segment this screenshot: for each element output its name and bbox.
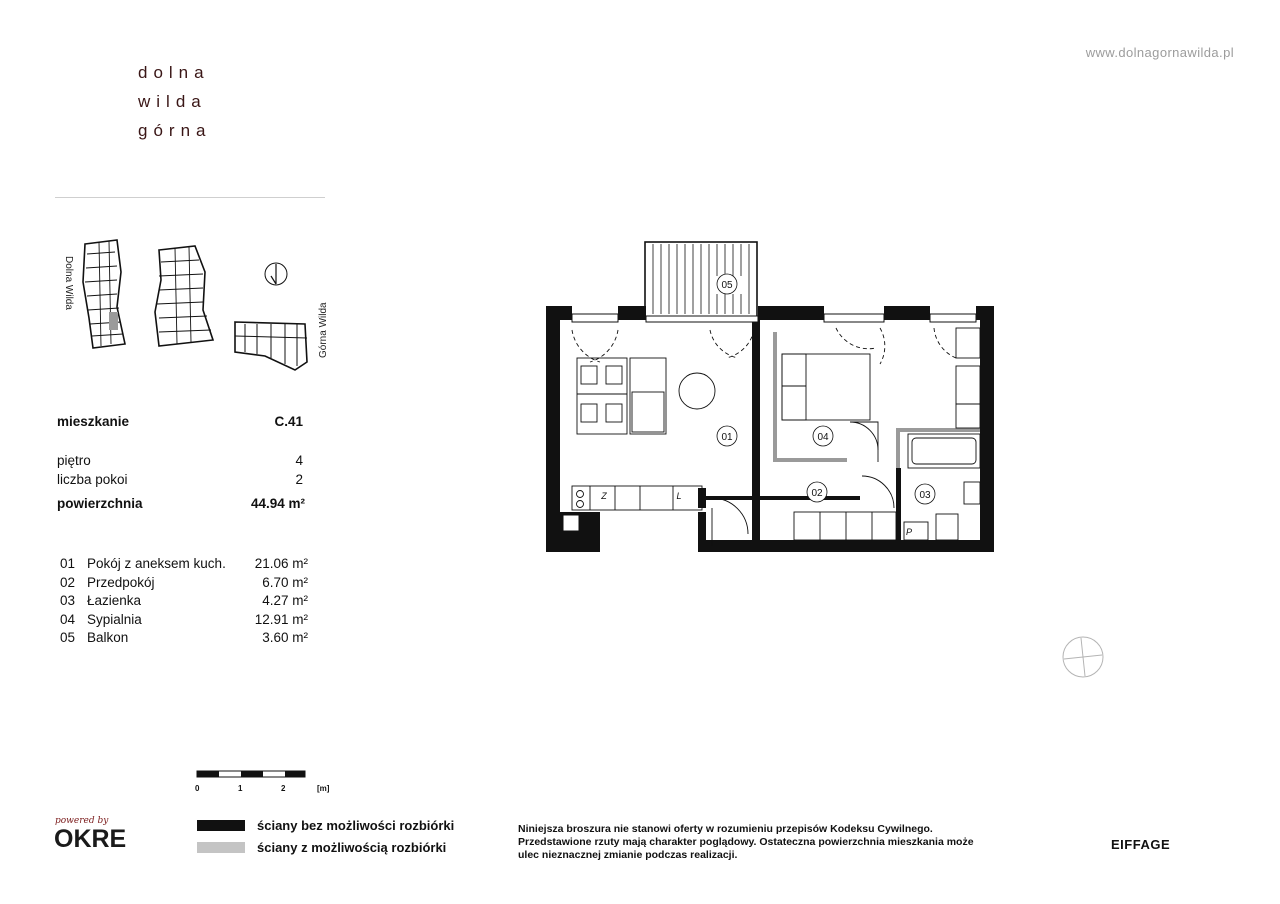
room-number: 04 [60,611,76,627]
site-plan [55,232,345,372]
washer-label: L [676,491,682,501]
room-number: 02 [60,574,76,590]
disclaimer-line-2: Przedstawione rzuty mają charakter poglądowy. Ostateczna powierzchnia mieszkania może [518,836,974,848]
scale-unit: [m] [317,784,330,793]
unit-value: C.41 [274,414,303,429]
powered-by-text: powered by [55,816,109,826]
rooms-label: liczba pokoi [57,472,128,487]
floor-label: piętro [57,453,91,468]
p-label: P [905,527,913,537]
plan-label-02: 02 [811,488,823,499]
scale-tick-2: 2 [281,784,286,793]
rooms-value: 2 [295,472,303,487]
room-area: 4.27 m² [262,593,308,608]
header-divider [55,197,325,198]
disclaimer-line-3: ulec nieznacznej zmianie podczas realizacji. [518,849,738,861]
room-row [60,575,310,594]
room-row [60,556,310,575]
rooms-table [60,556,310,649]
disclaimer-line-1: Niniejsza broszura nie stanowi oferty w rozumieniu przepisów Kodeksu Cywilnego. [518,823,933,835]
room-area: 12.91 m² [254,611,308,627]
room-number: 01 [60,556,76,571]
room-row [60,630,310,649]
logo-line-1: dolna [138,63,210,82]
logo-line-3: górna [138,121,212,140]
removable-walls [773,332,980,468]
legend-removable-label: ściany z możliwością rozbiórki [257,840,447,855]
plan-label-01: 01 [721,432,733,443]
room-name: Przedpokój [87,574,155,590]
room-name: Łazienka [87,593,142,608]
floor-plan [540,236,1000,558]
area-value: 44.94 m² [250,496,305,511]
compass-icon [1060,634,1106,680]
room-row [60,612,310,631]
plan-label-04: 04 [817,432,829,443]
fridge-label: Z [601,491,607,501]
plan-label-03: 03 [919,490,931,501]
room-row [60,593,310,612]
plan-label-05: 05 [721,280,733,291]
legend-swatch-removable [197,842,245,853]
street-label-gorna: Górna Wilda [318,302,329,358]
floor-value: 4 [295,453,303,468]
room-number: 05 [60,630,76,645]
logo-line-2: wilda [138,92,207,111]
room-area: 21.06 m² [254,556,308,571]
scale-bar [196,770,308,780]
eiffage-logo: EIFFAGE [1111,837,1171,852]
room-area: 3.60 m² [262,630,308,645]
website-link[interactable]: www.dolnagornawilda.pl [1085,45,1234,60]
room-name: Balkon [87,630,129,645]
area-label: powierzchnia [57,496,143,511]
room-name: Pokój z aneksem kuch. [87,556,226,571]
brand-logo [138,58,211,145]
scale-tick-0: 0 [195,784,200,793]
legend-fixed-label: ściany bez możliwości rozbiórki [257,818,455,833]
legend-swatch-fixed [197,820,245,831]
room-area: 6.70 m² [262,574,308,590]
street-label-dolna: Dolna Wilda [63,256,74,310]
scale-tick-1: 1 [238,784,243,793]
disclaimer [518,823,1018,862]
room-number: 03 [60,593,76,608]
balcony [645,242,757,318]
unit-label: mieszkanie [57,414,130,429]
room-name: Sypialnia [87,611,142,627]
okre-logo: OKRE [54,825,127,853]
